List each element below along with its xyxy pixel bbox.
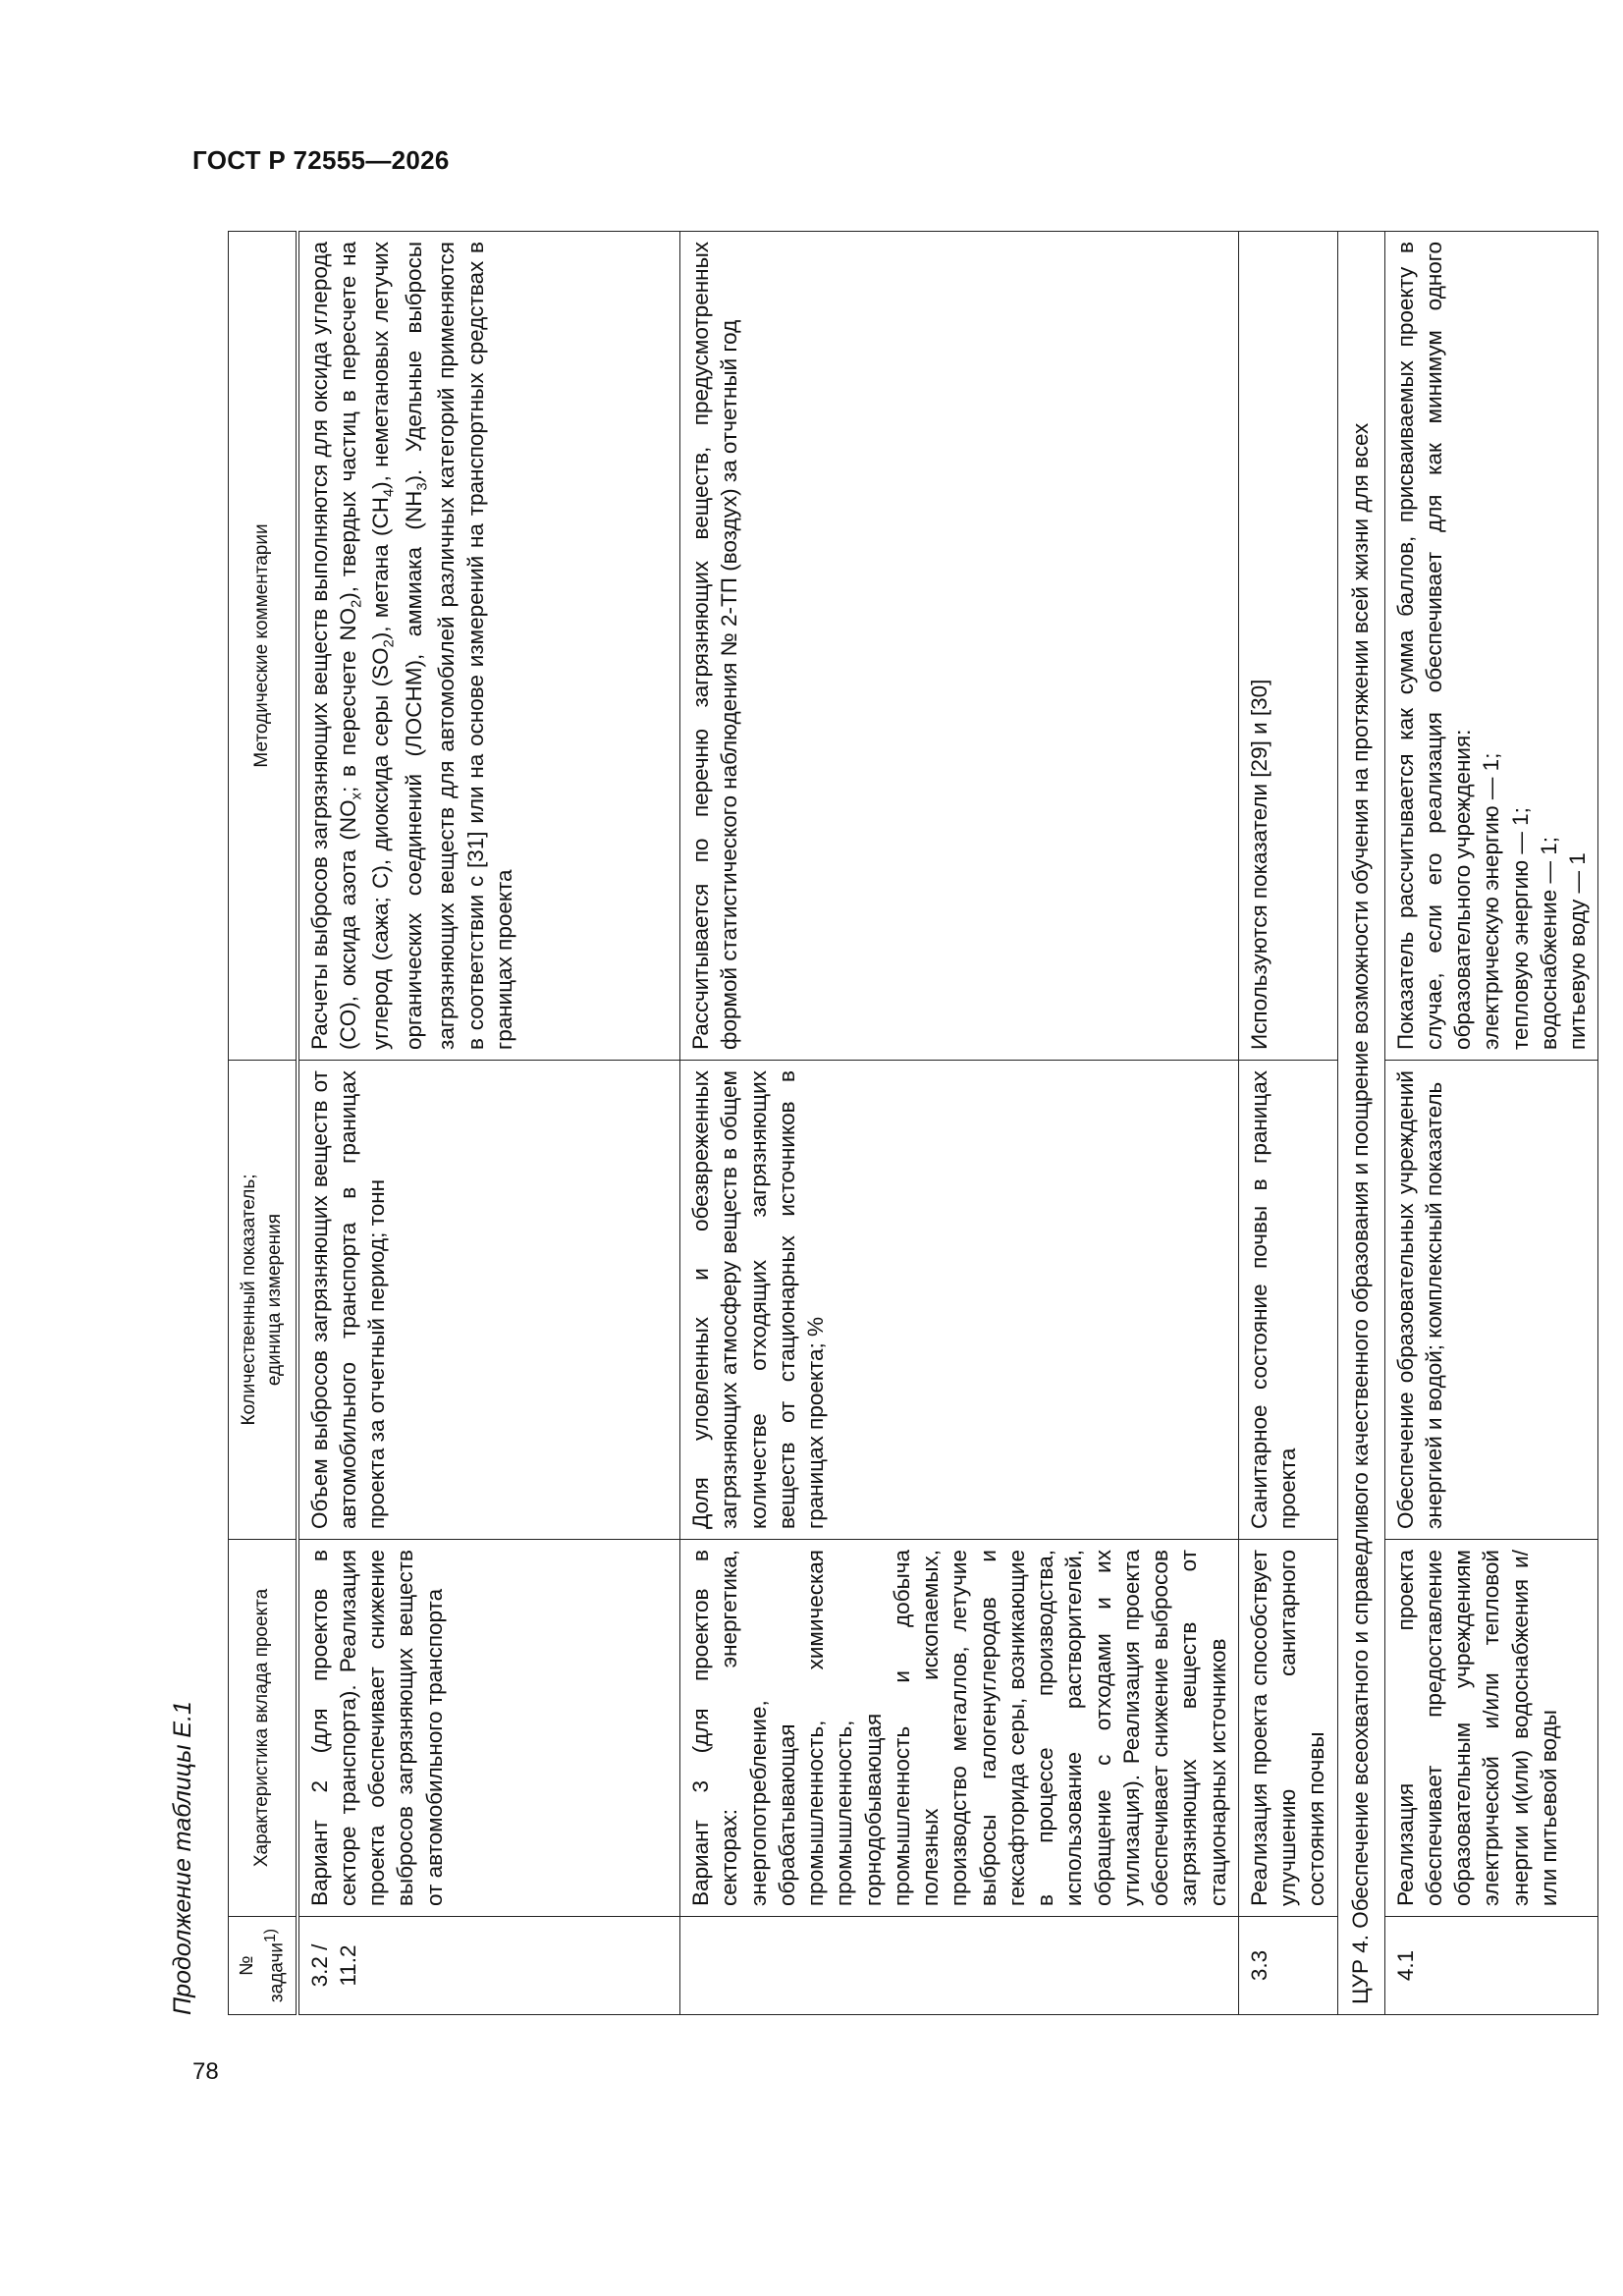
section-row <box>1337 232 1384 2015</box>
header-quantitative-indicator: Количественный показатель; единица измерения <box>229 1061 298 1540</box>
indicator-cell: Обеспечение образовательных учреждений энергией и водой; комплексный показатель <box>1384 1061 1598 1540</box>
page-number: 78 <box>192 2058 219 2085</box>
indicator-cell: Объем выбросов загрязняющих веществ от автомобильного транспорта в границах проекта за отчетный период; тонн <box>298 1061 680 1540</box>
table-row <box>680 232 1239 2015</box>
table-header-row <box>229 232 298 2015</box>
contribution-cell: Вариант 3 (для проектов в секторах: энергетика, энергопотребление, обрабатывающая промышленность, химическая промышленность, горнодобывающая промышленность и добыча полезных ископаемых, производство металлов, летучие выбросы галогенуглеродов и гексафторида серы, возникающие в процессе производства, использование растворителей, обращение с отходами и их утилизация). Реализация проекта обеспечивает снижение выбросов загрязняющих веществ от стационарных источников <box>680 1540 1239 1917</box>
contribution-cell: Реализация проекта способствует улучшению санитарного состояния почвы <box>1238 1540 1337 1917</box>
task-number: 3.2 / 11.2 <box>298 1917 680 2015</box>
comment-cell: Показатель рассчитывается как сумма баллов, присваиваемых проекту в случае, если его реализация обеспечивает для как минимум одного образовательного учреждения: электрическую энергию — 1; тепловую энергию — 1; водоснабжение — 1; питьевую воду — 1 <box>1384 232 1598 1061</box>
task-number <box>680 1917 1239 2015</box>
document-header: ГОСТ Р 72555—2026 <box>192 145 450 175</box>
header-contribution: Характеристика вклада проекта <box>229 1540 298 1917</box>
table-row <box>1384 232 1598 2015</box>
table-row <box>298 232 680 2015</box>
header-task-number: № задачи$^{1)}$ <box>229 1917 298 2015</box>
list-item: водоснабжение — 1; <box>1536 836 1561 1050</box>
indicator-cell: Доля уловленных и обезвреженных загрязняющих атмосферу веществ в общем количестве отходящих загрязняющих веществ от стационарных источников в границах проекта; % <box>680 1061 1239 1540</box>
list-item: тепловую энергию — 1; <box>1507 807 1533 1050</box>
indicator-cell: Санитарное состояние почвы в границах проекта <box>1238 1061 1337 1540</box>
header-methodical-comments: Методические комментарии <box>229 232 298 1061</box>
rotated-table-page <box>169 232 1591 2015</box>
task-number: 4.1 <box>1384 1917 1598 2015</box>
comment-cell: Рассчитывается по перечню загрязняющих веществ, предусмотренных формой статистического наблюдения № 2-ТП (воздух) за отчетный год <box>680 232 1239 1061</box>
task-number: 3.3 <box>1238 1917 1337 2015</box>
contribution-cell: Реализация проекта обеспечивает предоставление образовательным учреждениям электрической и/или тепловой энергии и(или) водоснабжения и/или питьевой воды <box>1384 1540 1598 1917</box>
list-item: электрическую энергию — 1; <box>1479 752 1504 1050</box>
comment-cell: Расчеты выбросов загрязняющих веществ выполняются для оксида углерода (CO), оксида азота ($NO_x$; в пересчете $NO_2$), твердых частиц в пересчете на углерод (сажа; C), диоксида серы $(SO_2)$, метана $(CH_4)$, неметановых летучих органических соединений (ЛОСНМ), аммиака $(NH_3)$. Удельные выбросы загрязняющих веществ для автомобилей различных категорий применяются в соответствии с [31] или на основе измерений на транспортных средствах в границах проекта <box>298 232 680 1061</box>
table-caption: Продолжение таблицы Е.1 <box>169 1701 196 2015</box>
contribution-cell: Вариант 2 (для проектов в секторе транспорта). Реализация проекта обеспечивает снижение выбросов загрязняющих веществ от автомобильного транспорта <box>298 1540 680 1917</box>
list-item: питьевую воду — 1 <box>1565 852 1591 1050</box>
table-row <box>1238 232 1337 2015</box>
comment-cell: Используются показатели [29] и [30] <box>1238 232 1337 1061</box>
section-title: ЦУР 4. Обеспечение всеохватного и справедливого качественного образования и поощрение возможности обучения на протяжении всей жизни для всех <box>1337 232 1384 2015</box>
data-table <box>228 231 1598 2015</box>
